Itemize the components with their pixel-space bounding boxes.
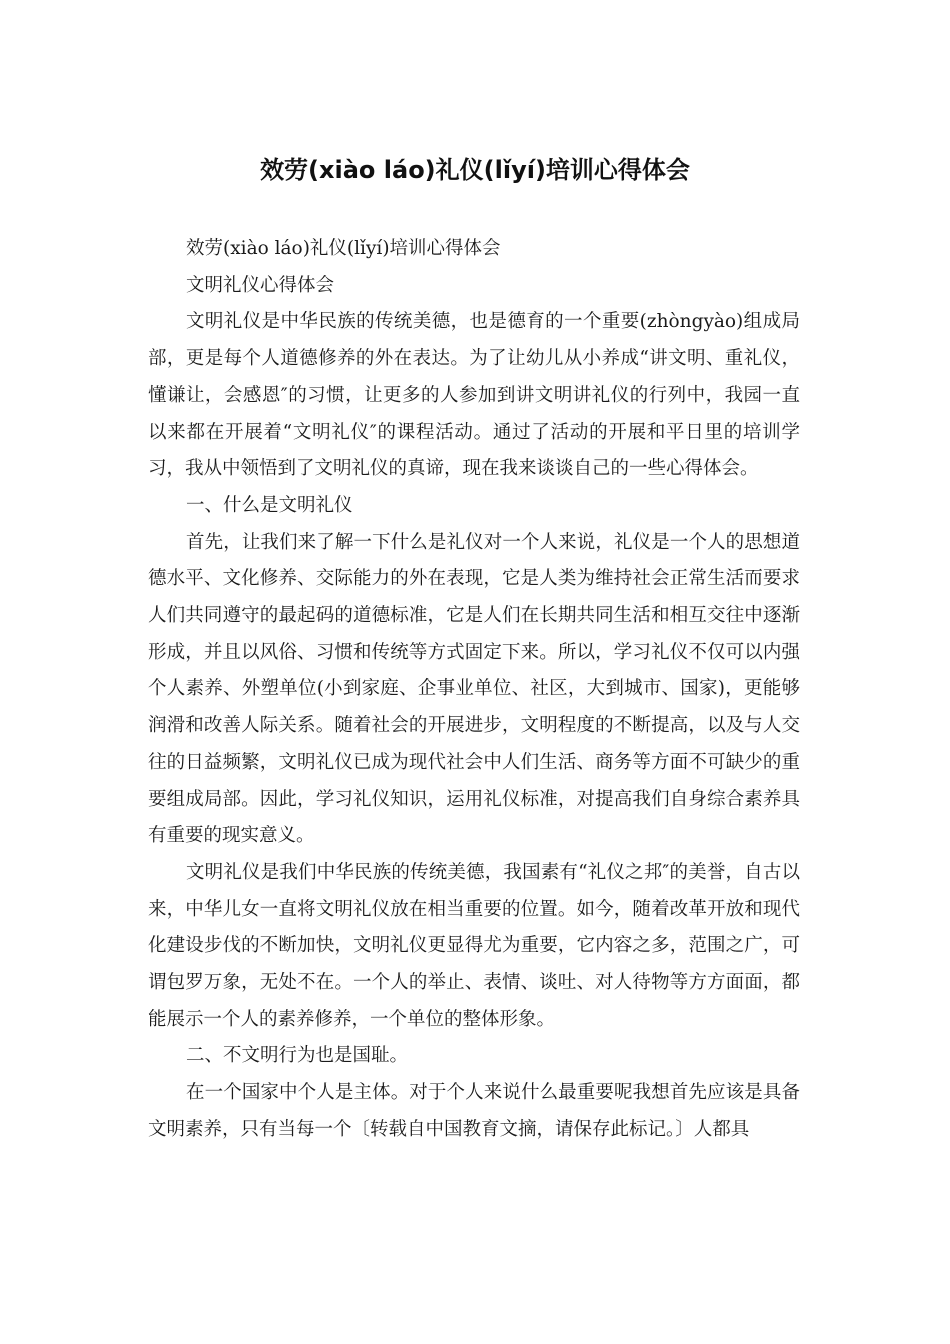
paragraph-section-2a: 在一个国家中个人是主体。对于个人来说什么最重要呢我想首先应该是具备文明素养，只有当每一个〔转载自中国教育文摘，请保存此标记。〕人都具 xyxy=(148,1082,800,1140)
paragraph-subtitle: 效劳(xiào láo)礼仪(lǐyí)培训心得体会 xyxy=(186,238,501,259)
document-body xyxy=(148,231,800,1149)
section-heading-1: 一、什么是文明礼仪 xyxy=(186,494,353,516)
paragraph-intro: 文明礼仪是中华民族的传统美德，也是德育的一个重要(zhòngyào)组成局部，更是每个人道德修养的外在表达。为了让幼儿从小养成“讲文明、重礼仪，懂谦让，会感恩″的习惯，让更多的人参加到讲文明讲礼仪的行列中，我园一直以来都在开展着“文明礼仪″的课程活动。通过了活动的开展和平日里的培训学习，我从中领悟到了文明礼仪的真谛，现在我来谈谈自己的一些心得体会。 xyxy=(148,311,800,480)
paragraph-heading: 文明礼仪心得体会 xyxy=(186,274,335,296)
section-heading-2: 二、不文明行为也是国耻。 xyxy=(186,1045,409,1067)
document-title: 效劳(xiào láo)礼仪(lǐyí)培训心得体会 xyxy=(260,156,690,184)
paragraph-section-1b: 文明礼仪是我们中华民族的传统美德，我国素有“礼仪之邦″的美誉，自古以来，中华儿女一直将文明礼仪放在相当重要的位置。如今，随着改革开放和现代化建设步伐的不断加快，文明礼仪更显得尤为重要，它内容之多，范围之广，可谓包罗万象，无处不在。一个人的举止、表情、谈吐、对人待物等方方面面，都能展示一个人的素养修养，一个单位的整体形象。 xyxy=(148,861,800,1030)
paragraph-section-1a: 首先，让我们来了解一下什么是礼仪对一个人来说，礼仪是一个人的思想道德水平、文化修养、交际能力的外在表现，它是人类为维持社会正常生活而要求人们共同遵守的最起码的道德标准，它是人们在长期共同生活和相互交往中逐渐形成，并且以风俗、习惯和传统等方式固定下来。所以，学习礼仪不仅可以内强个人素养、外塑单位(小到家庭、企事业单位、社区，大到城市、国家)，更能够润滑和改善人际关系。随着社会的开展进步，文明程度的不断提高，以及与人交往的日益频繁，文明礼仪已成为现代社会中人们生活、商务等方面不可缺少的重要组成局部。因此，学习礼仪知识，运用礼仪标准，对提高我们自身综合素养具有重要的现实意义。 xyxy=(148,531,800,847)
